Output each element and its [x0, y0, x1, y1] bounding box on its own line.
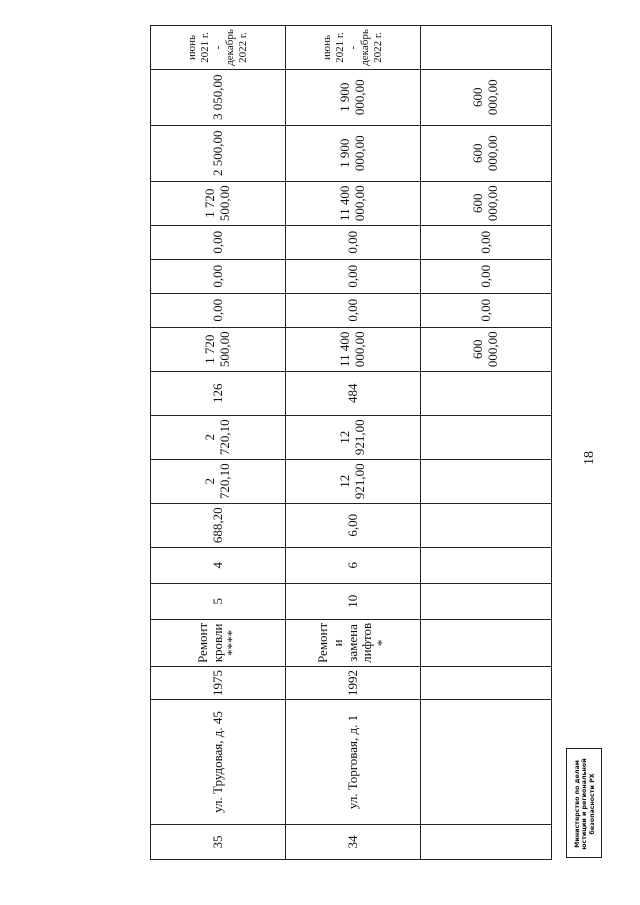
cell-c13: 3 050,00 — [151, 69, 286, 125]
cell-c8: 0,00 — [151, 293, 286, 327]
cell-address: ул. Трудовая, д. 45 — [151, 700, 286, 825]
capital-repair-table — [150, 25, 552, 860]
cell-c10: 0,00 — [286, 225, 421, 259]
cell-c6: 126 — [151, 371, 286, 415]
cell-c11: 1 720 500,00 — [151, 181, 286, 225]
cell-c3-empty — [421, 503, 552, 547]
stamp-line: безопасности РХ — [588, 773, 596, 835]
cell-year: 1975 — [151, 667, 286, 700]
cell-c7: 600 000,00 — [421, 327, 552, 371]
cell-c9: 0,00 — [421, 259, 552, 293]
table-row — [421, 26, 552, 860]
cell-c12: 1 900 000,00 — [286, 125, 421, 181]
cell-c6: 484 — [286, 371, 421, 415]
cell-c4-empty — [421, 459, 552, 503]
cell-c2: 6 — [286, 547, 421, 583]
cell-address-empty — [421, 700, 552, 825]
cell-c2: 4 — [151, 547, 286, 583]
cell-c10: 0,00 — [151, 225, 286, 259]
registration-stamp — [566, 748, 602, 858]
cell-c13: 1 900 000,00 — [286, 69, 421, 125]
stamp-line: юстиции и региональной — [581, 758, 589, 850]
cell-c9: 0,00 — [286, 259, 421, 293]
table-row — [151, 26, 286, 860]
cell-num: 35 — [151, 825, 286, 860]
stamp-line: Министерство по делам — [573, 760, 581, 848]
cell-c11: 11 400 000,00 — [286, 181, 421, 225]
cell-work: Ремонт и замена лифтов * — [286, 619, 421, 666]
cell-c5-empty — [421, 415, 552, 459]
cell-c12: 2 500,00 — [151, 125, 286, 181]
cell-c13: 600 000,00 — [421, 69, 552, 125]
cell-c8: 0,00 — [421, 293, 552, 327]
cell-c11: 600 000,00 — [421, 181, 552, 225]
cell-work: Ремонт кровли **** — [151, 619, 286, 666]
cell-period-empty — [421, 26, 552, 70]
cell-num-empty — [421, 825, 552, 860]
cell-period: июнь 2021 г. - декабрь 2022 г. — [151, 26, 286, 70]
cell-c4: 2 720,10 — [151, 459, 286, 503]
cell-c9: 0,00 — [151, 259, 286, 293]
cell-c7: 1 720 500,00 — [151, 327, 286, 371]
cell-c6-empty — [421, 371, 552, 415]
cell-c1: 5 — [151, 583, 286, 619]
page-number: 18 — [582, 451, 597, 465]
cell-work-empty — [421, 619, 552, 666]
cell-address: ул. Торговая, д. 1 — [286, 700, 421, 825]
cell-c3: 6,00 — [286, 503, 421, 547]
cell-c10: 0,00 — [421, 225, 552, 259]
cell-period: июнь 2021 г. - декабрь 2022 г. — [286, 26, 421, 70]
cell-c8: 0,00 — [286, 293, 421, 327]
cell-c7: 11 400 000,00 — [286, 327, 421, 371]
cell-c1-empty — [421, 583, 552, 619]
cell-c4: 12 921,00 — [286, 459, 421, 503]
cell-year-empty — [421, 667, 552, 700]
cell-c5: 2 720,10 — [151, 415, 286, 459]
cell-c3: 688,20 — [151, 503, 286, 547]
cell-c5: 12 921,00 — [286, 415, 421, 459]
cell-c2-empty — [421, 547, 552, 583]
cell-year: 1992 — [286, 667, 421, 700]
cell-c1: 10 — [286, 583, 421, 619]
cell-c12: 600 000,00 — [421, 125, 552, 181]
cell-num: 34 — [286, 825, 421, 860]
table-row — [286, 26, 421, 860]
stamp-text — [567, 749, 603, 859]
